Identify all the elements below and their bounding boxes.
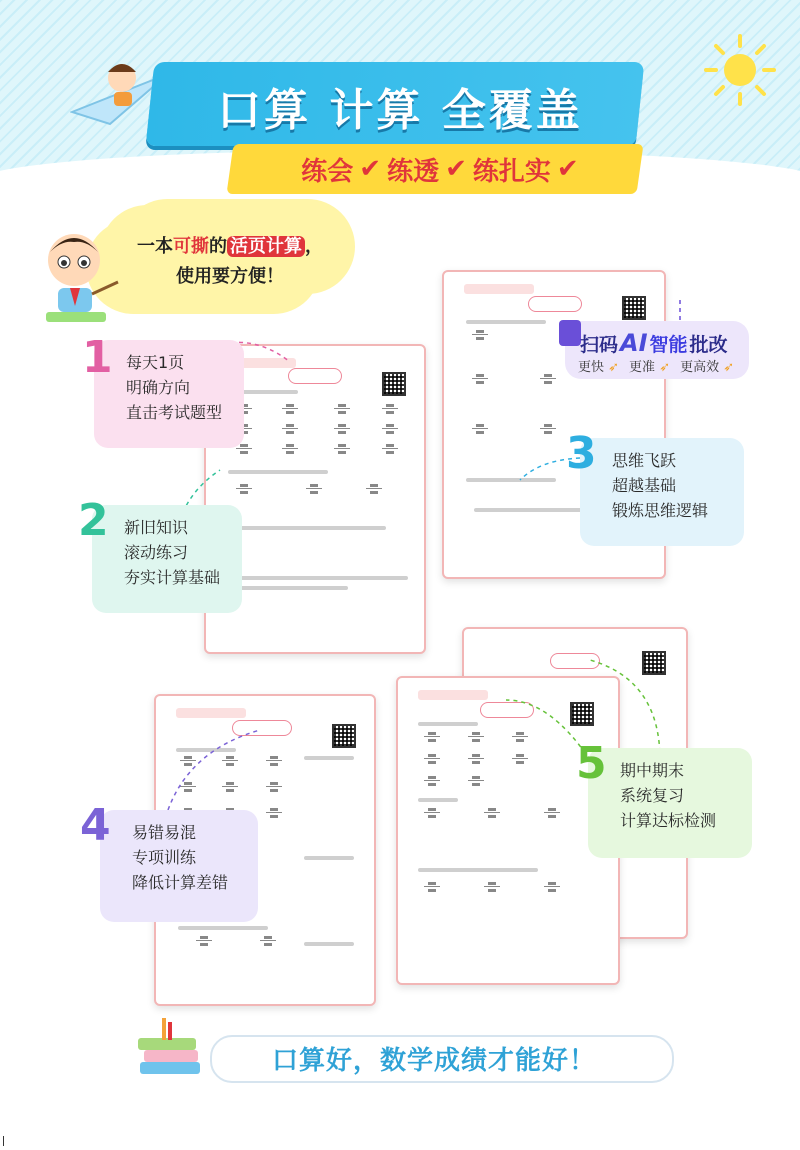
book-stack-illustration [134, 1016, 214, 1082]
subtitle-part-2: 练透 [387, 156, 440, 187]
intro-line1-d: 活页计算 [227, 236, 305, 257]
feature-number: 4 [80, 800, 111, 851]
feature-line: 计算达标检测 [620, 811, 717, 830]
feature-line: 明确方向 [126, 378, 191, 397]
feature-line: 夯实计算基础 [124, 568, 221, 587]
footer-slogan: 口算好，数学成绩才能好！ [271, 1045, 596, 1076]
feature-line: 直击考试题型 [126, 403, 223, 422]
feature-line: 新旧知识 [124, 518, 189, 537]
page-title: 口算 计算 全覆盖 [217, 85, 583, 136]
feature-line: 每天1页 [126, 353, 185, 372]
feature-callout-4 [80, 800, 258, 922]
subtitle-part-3: 练扎实 [472, 156, 551, 187]
feature-line: 降低计算差错 [132, 873, 229, 892]
ai-title-ai: AI [620, 329, 648, 357]
check-icon: ✔ [445, 154, 467, 184]
feature-number: 3 [566, 428, 597, 479]
feature-number: 1 [82, 332, 113, 383]
ai-title-c: 批改 [689, 333, 728, 356]
intro-line1-c: 的 [209, 236, 227, 257]
feature-callout-5 [576, 738, 752, 858]
edge-mark [3, 1136, 4, 1146]
feature-callout-3 [566, 428, 744, 546]
intro-line1-a: 一本 [137, 236, 173, 257]
ai-title-b: 智能 [649, 333, 688, 356]
ai-tag: 更准 ➶ [629, 356, 670, 375]
intro-line2: 使用要方便！ [176, 266, 284, 287]
feature-line: 专项训练 [132, 848, 197, 867]
scan-phone-icon [559, 320, 581, 346]
feature-callout-1 [82, 332, 244, 448]
feature-line: 思维飞跃 [612, 451, 677, 470]
feature-line: 易错易混 [132, 823, 197, 842]
ai-title-a: 扫码 [580, 333, 619, 356]
feature-line: 超越基础 [612, 476, 677, 495]
intro-line1-b: 可撕 [173, 236, 209, 257]
feature-line: 锻炼思维逻辑 [612, 501, 709, 520]
ai-grading-tags [578, 356, 734, 375]
ai-tag: 更快 ➶ [578, 356, 619, 375]
feature-line: 系统复习 [620, 786, 685, 805]
intro-line1-e: ， [305, 236, 323, 257]
ai-tag: 更高效 ➶ [680, 356, 734, 375]
check-icon: ✔ [556, 154, 579, 184]
subtitle-part-1: 练会 [301, 156, 354, 187]
feature-number: 2 [78, 495, 109, 546]
feature-number: 5 [576, 738, 607, 789]
feature-callout-2 [78, 495, 242, 613]
feature-line: 期中期末 [620, 761, 685, 780]
feature-line: 滚动练习 [124, 543, 189, 562]
check-icon: ✔ [359, 154, 382, 184]
ai-grading-title [580, 329, 728, 357]
